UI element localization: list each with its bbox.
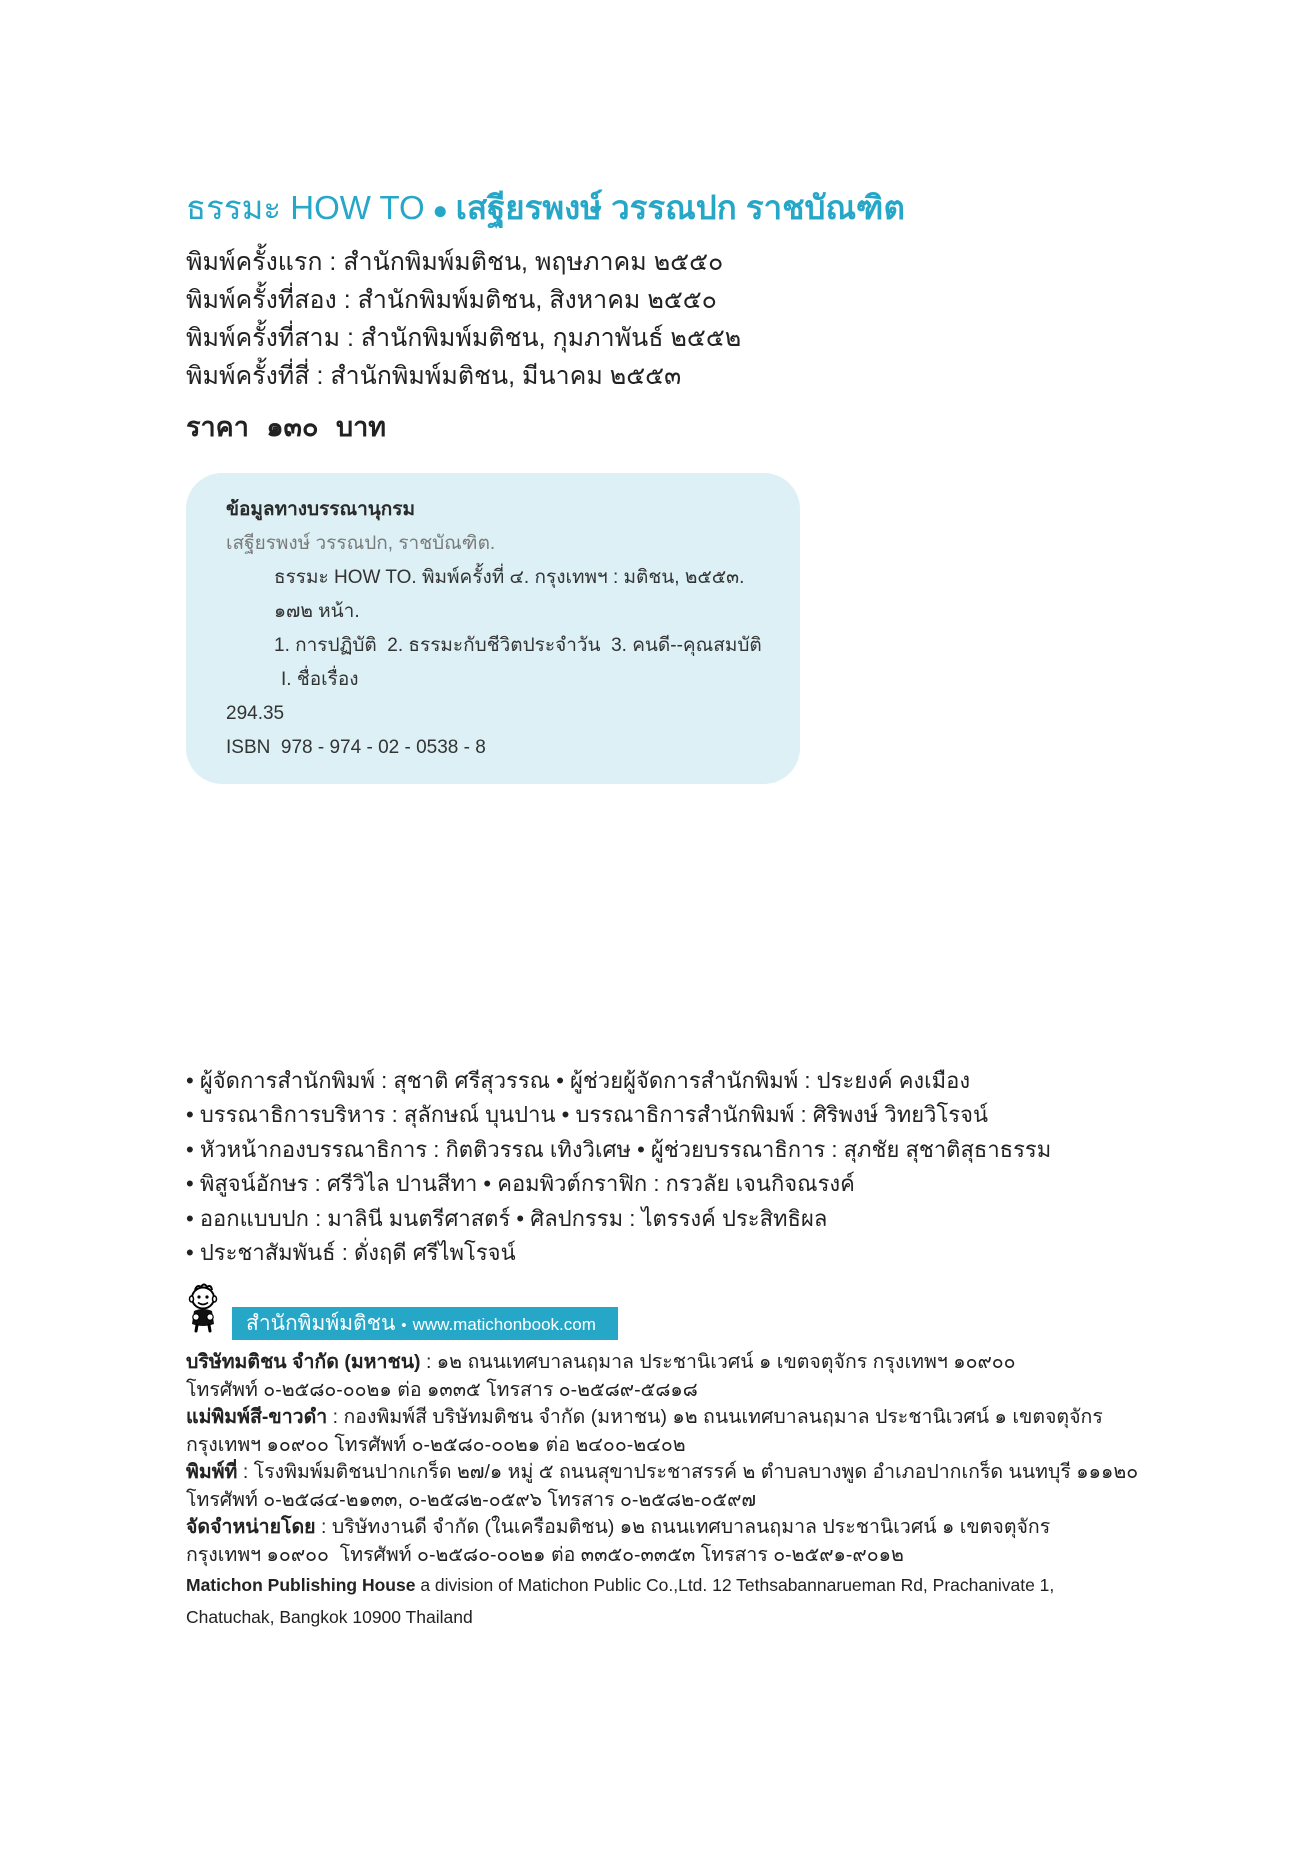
credits-list (186, 1064, 1246, 1270)
catalog-title-entry: I. ชื่อเรื่อง (281, 669, 359, 690)
company-address-line (186, 1349, 1246, 1377)
catalog-author: เสฐียรพงษ์ วรรณปก, ราชบัณฑิต. (226, 533, 496, 554)
distributor-line (186, 1514, 1246, 1542)
edition-line: พิมพ์ครั้งที่สาม : สำนักพิมพ์มติชน, กุมภาพันธ์ ๒๕๕๒ (186, 324, 742, 352)
company-contact-line: โทรศัพท์ ๐-๒๕๘๐-๐๐๒๑ ต่อ ๑๓๓๕ โทรสาร ๐-๒๕๘๙-๕๘๑๘ (186, 1378, 698, 1401)
edition-line: พิมพ์ครั้งแรก : สำนักพิมพ์มติชน, พฤษภาคม ๒๕๕๐ (186, 248, 724, 276)
color-plates-line (186, 1404, 1246, 1432)
credits-line (186, 1064, 1246, 1098)
english-publisher-address: a division of Matichon Public Co.,Ltd. 12 Tethsabannarueman Rd, Prachanivate 1, (415, 1575, 1055, 1595)
credit-entry: • บรรณาธิการสำนักพิมพ์ : ศิริพงษ์ วิทยวิโรจน์ (556, 1102, 989, 1127)
english-address-line: Chatuchak, Bangkok 10900 Thailand (186, 1607, 473, 1627)
publisher-info (186, 1349, 1246, 1633)
credits-line (186, 1202, 1246, 1236)
catalog-isbn: ISBN 978 - 974 - 02 - 0538 - 8 (226, 737, 486, 758)
book-title: ธรรมะ HOW TO (186, 189, 425, 226)
credit-entry: • ประชาสัมพันธ์ : ดั่งฤดี ศรีไพโรจน์ (186, 1240, 516, 1265)
credit-entry: • หัวหน้ากองบรรณาธิการ : กิตติวรรณ เทิงวิเศษ (186, 1137, 631, 1162)
credits-line (186, 1236, 1246, 1270)
credit-entry: • ศิลปกรรม : ไตรรงค์ ประสิทธิผล (510, 1206, 827, 1231)
credit-entry: • พิสูจน์อักษร : ศรีวิไล ปานสีทา (186, 1171, 477, 1196)
catalog-heading: ข้อมูลทางบรรณานุกรม (226, 499, 416, 520)
catalog-box (186, 473, 800, 784)
edition-list (186, 243, 1246, 395)
publisher-website: www.matichonbook.com (412, 1315, 596, 1334)
english-publisher-label: Matichon Publishing House (186, 1575, 416, 1595)
banner-separator: • (401, 1317, 407, 1334)
color-plates-label: แม่พิมพ์สี-ขาวดำ (186, 1406, 328, 1428)
credit-entry: • ออกแบบปก : มาลินี มนตรีศาสตร์ (186, 1206, 510, 1231)
printer-label: พิมพ์ที่ (186, 1461, 238, 1483)
credit-entry: • คอมพิวต์กราฟิก : กรวลัย เจนกิจณรงค์ (477, 1171, 855, 1196)
color-plates-contact-line: กรุงเทพฯ ๑๐๙๐๐ โทรศัพท์ ๐-๒๕๘๐-๐๐๒๑ ต่อ ๒๔๐๐-๒๔๐๒ (186, 1433, 686, 1456)
credit-entry: • ผู้ช่วยบรรณาธิการ : สุภชัย สุชาติสุธาธรรม (631, 1137, 1051, 1162)
publisher-name: สำนักพิมพ์มติชน (246, 1312, 396, 1335)
credit-entry: • บรรณาธิการบริหาร : สุลักษณ์ บุนปาน (186, 1102, 556, 1127)
catalog-imprint: ธรรมะ HOW TO. พิมพ์ครั้งที่ ๔. กรุงเทพฯ : มติชน, ๒๕๕๓. (274, 567, 745, 588)
printer-contact-line: โทรศัพท์ ๐-๒๕๘๔-๒๑๓๓, ๐-๒๕๘๒-๐๕๙๖ โทรสาร ๐-๒๕๘๒-๐๕๙๗ (186, 1488, 757, 1511)
mascot-logo-icon (186, 1283, 220, 1333)
catalog-subjects: 1. การปฏิบัติ 2. ธรรมะกับชีวิตประจำวัน 3. คนดี--คุณสมบัติ (274, 635, 762, 656)
publisher-banner (232, 1307, 618, 1340)
printer-address: : โรงพิมพ์มติชนปากเกร็ด ๒๗/๑ หมู่ ๕ ถนนสุขาประชาสรรค์ ๒ ตำบลบางพูด อำเภอปากเกร็ด นนทบุรี ๑๑๑๒๐ (237, 1461, 1139, 1483)
credits-line (186, 1133, 1246, 1167)
company-label: บริษัทมติชน จำกัด (มหาชน) (186, 1351, 421, 1373)
credits-line (186, 1098, 1246, 1132)
edition-line: พิมพ์ครั้งที่สี่ : สำนักพิมพ์มติชน, มีนาคม ๒๕๕๓ (186, 362, 682, 390)
company-address: : ๑๒ ถนนเทศบาลนฤมาล ประชานิเวศน์ ๑ เขตจตุจักร กรุงเทพฯ ๑๐๙๐๐ (420, 1351, 1016, 1373)
author-name: เสฐียรพงษ์ วรรณปก ราชบัณฑิต (455, 189, 905, 226)
header (186, 188, 1246, 446)
distributor-label: จัดจำหน่ายโดย (186, 1516, 316, 1538)
printer-line (186, 1459, 1246, 1487)
english-publisher-line (186, 1569, 1246, 1601)
distributor-address: : บริษัทงานดี จำกัด (ในเครือมติชน) ๑๒ ถนนเทศบาลนฤมาล ประชานิเวศน์ ๑ เขตจตุจักร (315, 1516, 1051, 1538)
catalog-classification: 294.35 (226, 703, 285, 724)
color-plates-address: : กองพิมพ์สี บริษัทมติชน จำกัด (มหาชน) ๑๒ ถนนเทศบาลนฤมาล ประชานิเวศน์ ๑ เขตจตุจักร (327, 1406, 1103, 1428)
distributor-contact-line: กรุงเทพฯ ๑๐๙๐๐ โทรศัพท์ ๐-๒๕๘๐-๐๐๒๑ ต่อ ๓๓๕๐-๓๓๕๓ โทรสาร ๐-๒๕๙๑-๙๐๑๒ (186, 1543, 904, 1566)
edition-line: พิมพ์ครั้งที่สอง : สำนักพิมพ์มติชน, สิงหาคม ๒๕๕๐ (186, 286, 717, 314)
title-separator-bullet: ● (432, 197, 448, 225)
book-title-line (186, 188, 1246, 231)
credit-entry: • ผู้ช่วยผู้จัดการสำนักพิมพ์ : ประยงค์ คงเมือง (550, 1068, 970, 1093)
price: ราคา ๑๓๐ บาท (186, 412, 387, 442)
credits-line (186, 1167, 1246, 1201)
catalog-pages: ๑๗๒ หน้า. (274, 601, 360, 622)
credit-entry: • ผู้จัดการสำนักพิมพ์ : สุชาติ ศรีสุวรรณ (186, 1068, 550, 1093)
